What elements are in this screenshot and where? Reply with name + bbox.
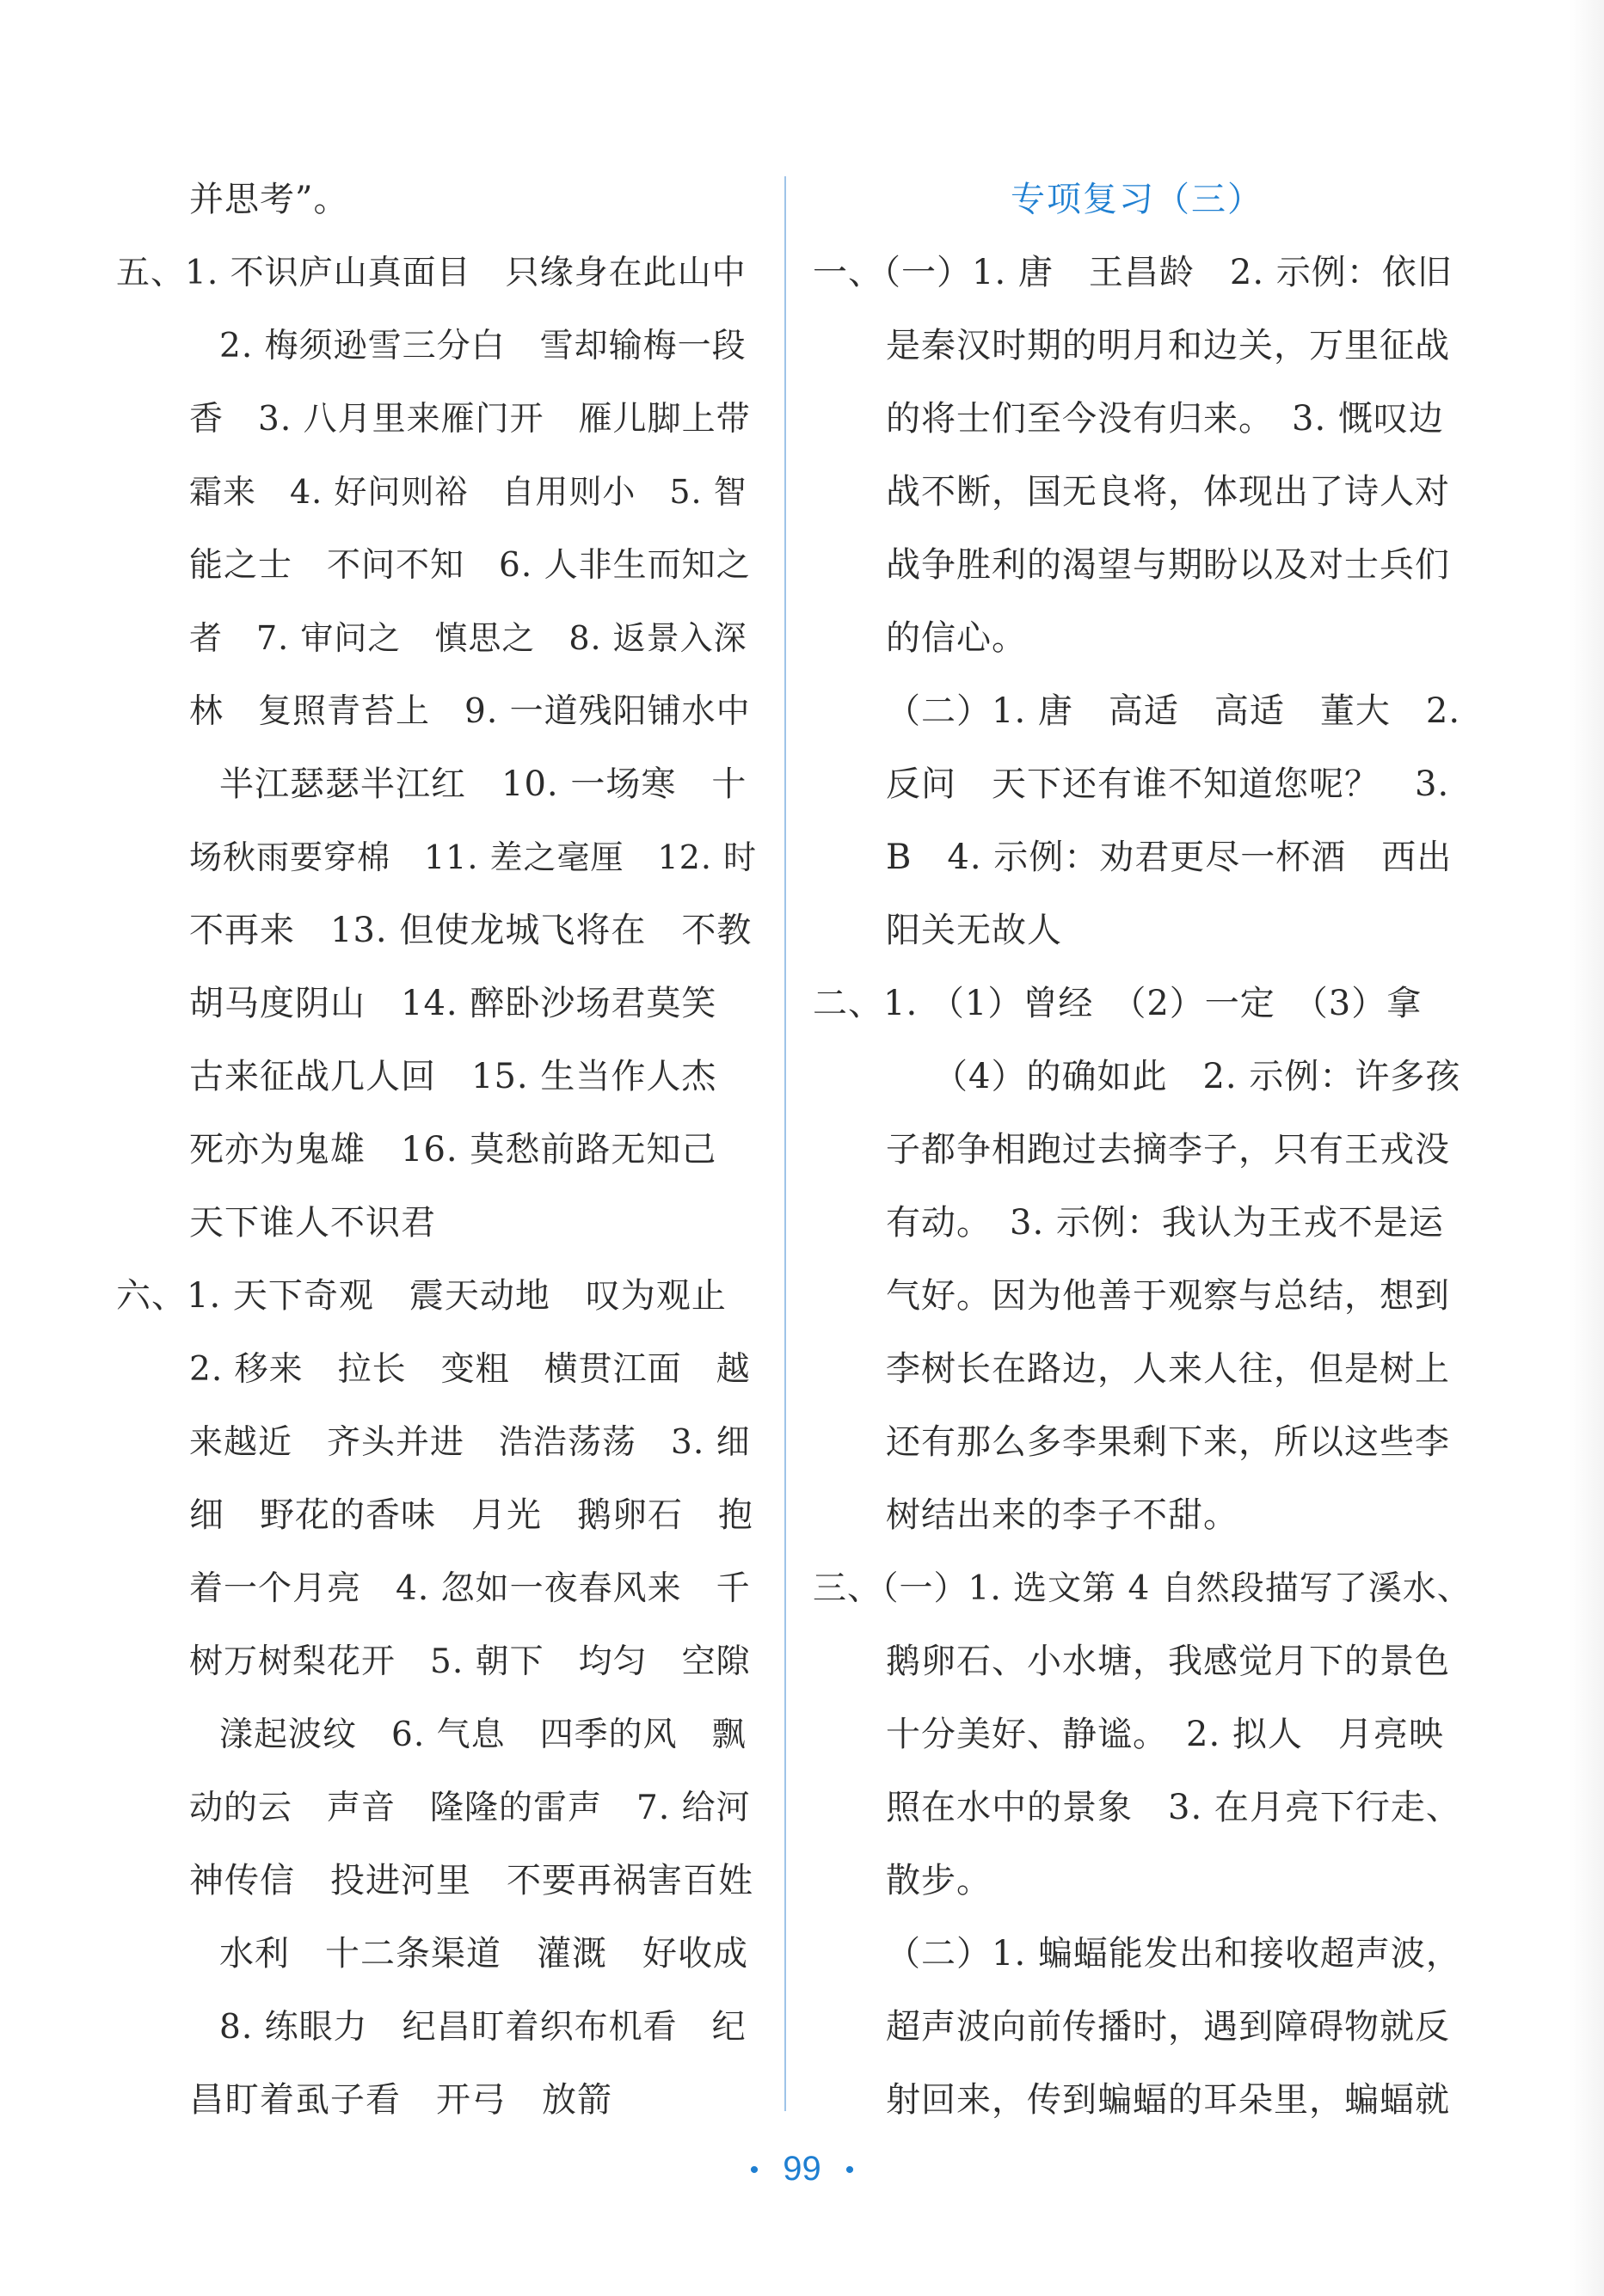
text-line: 香 3. 八月里来雁门开 雁儿脚上带 — [189, 400, 751, 439]
text-line: 阳关无故人 — [886, 911, 1062, 950]
text-line: 射回来，传到蝙蝠的耳朵里，蝙蝠就 — [886, 2080, 1450, 2120]
text-line: 古来征战几人回 15. 生当作人杰 — [189, 1057, 717, 1096]
text-line: 三、（一）1. 选文第 4 自然段描写了溪水、 — [813, 1569, 1472, 1608]
text-line: 反问 天下还有谁不知道您呢？ 3. — [886, 764, 1450, 804]
text-line: 细 野花的香味 月光 鹅卵石 抱 — [189, 1495, 753, 1535]
text-line: 是秦汉时期的明月和边关，万里征战 — [886, 326, 1450, 365]
text-line: 十分美好、静谧。 2. 拟人 月亮映 — [886, 1715, 1444, 1754]
text-line: 天下谁人不识君 — [189, 1203, 436, 1243]
text-line: 鹅卵石、小水塘，我感觉月下的景色 — [886, 1642, 1450, 1681]
bullet-dot-left: • — [749, 2156, 759, 2185]
text-line: 者 7. 审问之 慎思之 8. 返景入深 — [189, 619, 747, 657]
text-line: 并思考”。 — [189, 180, 349, 219]
text-line: 子都争相跑过去摘李子，只有王戎没 — [886, 1130, 1450, 1169]
text-line: 动的云 声音 隆隆的雷声 7. 给河 — [189, 1789, 751, 1827]
text-line: 能之士 不问不知 6. 人非生而知之 — [189, 546, 751, 585]
page-number-text: 99 — [783, 2150, 821, 2188]
text-line: （二）1. 唐 高适 高适 董大 2. — [886, 691, 1461, 731]
text-line: 气好。因为他善于观察与总结，想到 — [886, 1276, 1450, 1316]
text-line: 神传信 投进河里 不要再祸害百姓 — [189, 1861, 753, 1900]
text-line: 2. 梅须逊雪三分白 雪却输梅一段 — [219, 327, 747, 365]
page-number — [0, 2150, 1604, 2189]
text-line: 一、（一）1. 唐 王昌龄 2. 示例：依旧 — [813, 253, 1453, 292]
text-line: 的将士们至今没有归来。 3. 慨叹边 — [886, 399, 1444, 439]
text-line: 照在水中的景象 3. 在月亮下行走、 — [886, 1788, 1461, 1827]
text-line: 还有那么多李果剩下来，所以这些李 — [886, 1422, 1450, 1462]
text-line: 战争胜利的渴望与期盼以及对士兵们 — [886, 545, 1450, 585]
text-line: 来越近 齐头并进 浩浩荡荡 3. 细 — [189, 1423, 751, 1462]
text-line: 水利 十二条渠道 灌溉 好收成 — [219, 1934, 748, 1974]
text-line: 树结出来的李子不甜。 — [886, 1495, 1238, 1535]
column-divider — [784, 176, 786, 2111]
text-line: 李树长在路边，人来人往，但是树上 — [886, 1349, 1450, 1389]
text-line: 8. 练眼力 纪昌盯着织布机看 纪 — [219, 2008, 747, 2047]
text-line: 散步。 — [886, 1861, 992, 1900]
text-line: B 4. 示例：劝君更尽一杯酒 西出 — [886, 838, 1453, 877]
text-line: 场秋雨要穿棉 11. 差之毫厘 12. 时 — [189, 838, 758, 876]
text-line: 二、1. （1）曾经 （2）一定 （3）拿 — [813, 984, 1423, 1023]
text-line: 树万树梨花开 5. 朝下 均匀 空隙 — [189, 1642, 751, 1681]
text-line: 半江瑟瑟半江红 10. 一场寒 十 — [219, 764, 747, 804]
text-line: 林 复照青苔上 9. 一道残阳铺水中 — [189, 692, 751, 731]
text-line: 昌盯着虱子看 开弓 放箭 — [189, 2080, 612, 2120]
section-title: 专项复习（三） — [1011, 180, 1263, 219]
text-line: 霜来 4. 好问则裕 自用则小 5. 智 — [189, 473, 747, 511]
text-line: 着一个月亮 4. 忽如一夜春风来 千 — [189, 1569, 751, 1608]
text-line: 不再来 13. 但使龙城飞将在 不教 — [189, 911, 753, 950]
text-line: 漾起波纹 6. 气息 四季的风 飘 — [219, 1716, 747, 1754]
text-line: 六、1. 天下奇观 震天动地 叹为观止 — [116, 1276, 727, 1316]
text-line: （4）的确如此 2. 示例：许多孩 — [933, 1057, 1461, 1096]
text-line: 有动。 3. 示例：我认为王戎不是运 — [886, 1203, 1444, 1243]
text-line: 超声波向前传播时，遇到障碍物就反 — [886, 2007, 1450, 2047]
bullet-dot-right: • — [845, 2156, 855, 2185]
text-line: 胡马度阴山 14. 醉卧沙场君莫笑 — [189, 984, 717, 1023]
text-line: 五、1. 不识庐山真面目 只缘身在此山中 — [116, 254, 747, 292]
text-line: 2. 移来 拉长 变粗 横贯江面 越 — [189, 1350, 751, 1389]
page-edge-shadow — [1570, 0, 1604, 2296]
text-line: 战不断，国无良将，体现出了诗人对 — [886, 472, 1450, 512]
text-line: 的信心。 — [886, 618, 1027, 658]
text-line: （二）1. 蝙蝠能发出和接收超声波， — [886, 1934, 1461, 1974]
text-line: 死亦为鬼雄 16. 莫愁前路无知己 — [189, 1130, 717, 1169]
